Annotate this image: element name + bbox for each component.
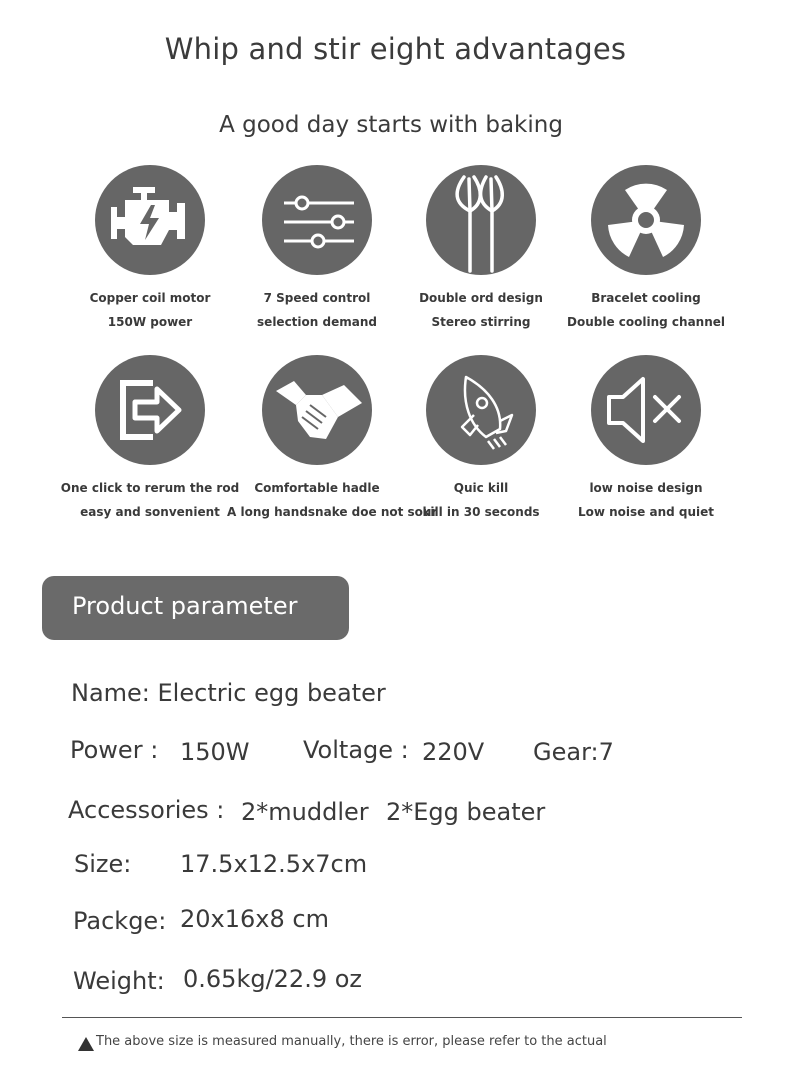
mute-icon [591,355,701,465]
feature-title: 7 Speed control [263,291,371,305]
spec-voltage-label: Voltage : [303,736,409,764]
fan-icon [591,165,701,275]
feature-desc: 150W power [107,315,193,329]
feature-title: Quic kill [453,481,509,495]
rocket-icon [426,355,536,465]
spec-size-value: 17.5x12.5x7cm [180,850,368,878]
spec-power-value: 150W [180,738,250,766]
spec-accessory-egg-beater: 2*Egg beater [386,798,546,826]
motor-icon [95,165,205,275]
spec-package-label: Packge: [73,907,167,935]
spec-accessories-label: Accessories : [68,796,225,824]
feature-desc: Low noise and quiet [577,505,715,519]
beaters-icon [426,165,536,275]
feature-title: One click to rerum the rod [60,481,240,495]
spec-power-label: Power : [70,736,159,764]
feature-desc: easy and sonvenient [80,505,220,519]
feature-title: Bracelet cooling [591,291,701,305]
feature-title: Double ord design [419,291,543,305]
product-parameter-heading: Product parameter [72,592,298,620]
feature-desc: A long handsnake doe not sour [227,505,438,519]
feature-title: low noise design [589,481,703,495]
spec-package-value: 20x16x8 cm [180,905,329,933]
spec-weight-value: 0.65kg/22.9 oz [183,965,363,993]
sliders-icon [262,165,372,275]
handshake-icon [262,355,372,465]
spec-size-label: Size: [74,850,132,878]
spec-weight-label: Weight: [73,967,165,995]
spec-voltage-value: 220V [422,738,485,766]
spec-accessory-muddler: 2*muddler [241,798,369,826]
feature-desc: Stereo stirring [431,315,531,329]
page-subtitle: A good day starts with baking [219,112,563,138]
page-title: Whip and stir eight advantages [164,32,627,66]
measurement-disclaimer: The above size is measured manually, there is error, please refer to the actual [96,1034,607,1049]
feature-desc: kill in 30 seconds [422,505,540,519]
spec-gear: Gear:7 [533,738,614,766]
divider [62,1017,742,1018]
warning-triangle-icon [78,1037,94,1051]
product-parameter-badge [42,576,349,640]
feature-title: Comfortable hadle [254,481,380,495]
eject-icon [95,355,205,465]
feature-desc: Double cooling channel [567,315,725,329]
spec-name: Name: Electric egg beater [71,679,386,707]
feature-desc: selection demand [257,315,377,329]
feature-title: Copper coil motor [89,291,211,305]
